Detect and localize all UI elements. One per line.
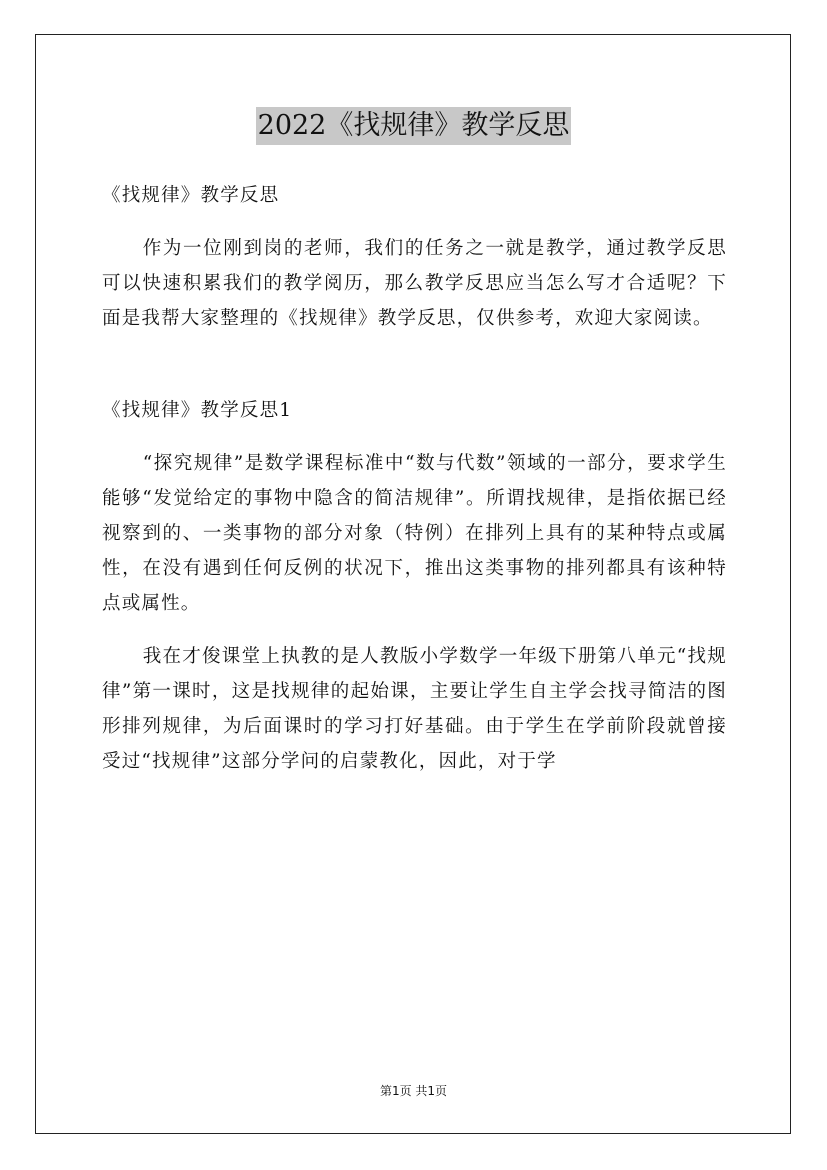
section-heading: 《找规律》教学反思1 [102, 400, 293, 421]
document-title-text: 2022《找规律》教学反思 [256, 107, 572, 145]
document-body [102, 178, 727, 779]
intro-paragraph: 作为一位刚到岗的老师，我们的任务之一就是教学，通过教学反思可以快速积累我们的教学阅历，那么教学反思应当怎么写才合适呢？下面是我帮大家整理的《找规律》教学反思，仅供参考，欢迎大家阅读。 [102, 238, 727, 329]
section-paragraph: 我在才俊课堂上执教的是人教版小学数学一年级下册第八单元“找规律”第一课时，这是找规律的起始课，主要让学生自主学会找寻简洁的图形排列规律，为后面课时的学习打好基础。由于学生在学前阶段就曾接受过“找规律”这部分学问的启蒙教化，因此，对于学 [102, 646, 727, 772]
document-title [0, 104, 827, 145]
spacer [102, 336, 727, 393]
section-paragraph: “探究规律”是数学课程标准中“数与代数”领域的一部分，要求学生能够“发觉给定的事物中隐含的简洁规律”。所谓找规律，是指依据已经视察到的、一类事物的部分对象（特例）在排列上具有的某种特点或属性，在没有遇到任何反例的状况下，推出这类事物的排列都具有该种特点或属性。 [102, 453, 727, 614]
spacer [102, 621, 727, 639]
intro-heading: 《找规律》教学反思 [102, 185, 280, 206]
spacer [102, 428, 727, 446]
page-footer: 第1页 共1页 [379, 1084, 448, 1098]
spacer [102, 213, 727, 231]
